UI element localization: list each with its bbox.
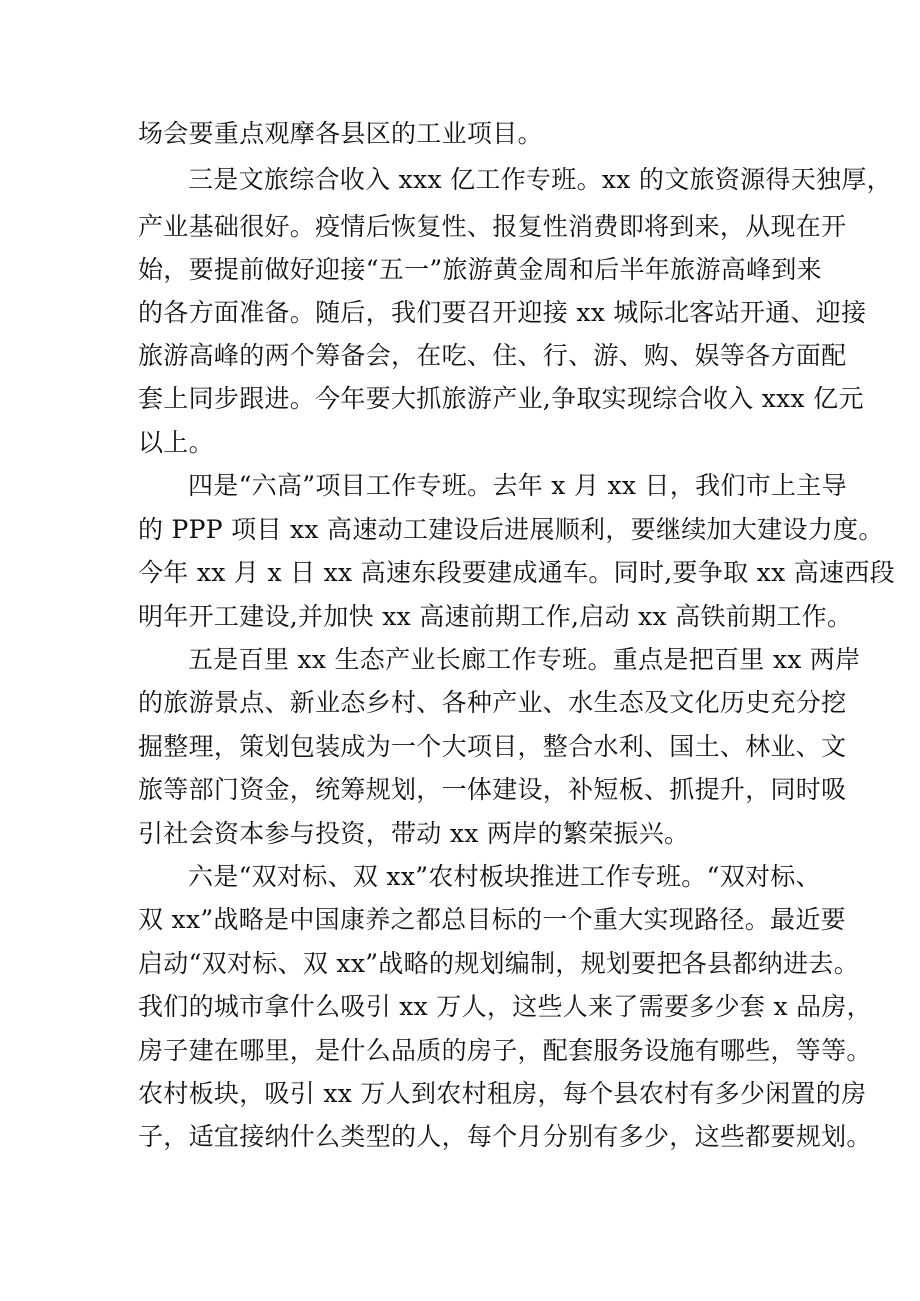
text-line-13: 五是百里 xx 生态产业长廊工作专班。重点是把百里 xx 两岸 [188, 645, 861, 674]
text-line-5: 的各方面准备。随后，我们要召开迎接 xx 城际北客站开通、迎接 [138, 298, 867, 327]
text-line-17: 引社会资本参与投资，带动 xx 两岸的繁荣振兴。 [138, 819, 690, 848]
text-line-19: 双 xx”战略是中国康养之都总目标的一个重大实现路径。最近要 [138, 905, 846, 934]
text-line-10: 的 PPP 项目 xx 高速动工建设后进展顺利，要继续加大建设力度。 [138, 515, 884, 544]
text-line-12: 明年开工建设,并加快 xx 高速前期工作,启动 xx 高铁前期工作。 [138, 602, 853, 631]
text-line-22: 房子建在哪里，是什么品质的房子，配套服务设施有哪些，等等。 [138, 1036, 872, 1065]
text-line-18: 六是“双对标、双 xx”农村板块推进工作专班。“双对标、 [188, 862, 821, 891]
text-line-15: 掘整理，策划包装成为一个大项目，整合水利、国土、林业、文 [138, 732, 847, 761]
text-line-2: 三是文旅综合收入 xxx 亿工作专班。xx 的文旅资源得天独厚， [188, 165, 892, 194]
text-line-1: 场会要重点观摩各县区的工业项目。 [138, 119, 543, 148]
text-line-4: 始，要提前做好迎接“五一”旅游黄金周和后半年旅游高峰到来 [138, 255, 822, 284]
text-line-20: 启动“双对标、双 xx”战略的规划编制，规划要把各县都纳进去。 [138, 949, 860, 978]
text-line-24: 子，适宜接纳什么类型的人，每个月分别有多少，这些都要规划。 [138, 1122, 872, 1151]
text-line-3: 产业基础很好。疫情后恢复性、报复性消费即将到来，从现在开 [138, 212, 847, 241]
text-line-16: 旅等部门资金，统筹规划，一体建设，补短板、抓提升，同时吸 [138, 775, 847, 804]
text-line-21: 我们的城市拿什么吸引 xx 万人，这些人来了需要多少套 x 品房， [138, 992, 872, 1021]
text-line-14: 的旅游景点、新业态乡村、各种产业、水生态及文化历史充分挖 [138, 688, 847, 717]
text-line-11: 今年 xx 月 x 日 xx 高速东段要建成通车。同时,要争取 xx 高速西段 [138, 558, 895, 587]
text-line-6: 旅游高峰的两个筹备会，在吃、住、行、游、购、娱等各方面配 [138, 341, 847, 370]
text-line-23: 农村板块，吸引 xx 万人到农村租房，每个县农村有多少闲置的房 [138, 1079, 867, 1108]
text-line-9: 四是“六高”项目工作专班。去年 x 月 xx 日，我们市上主导 [188, 471, 847, 500]
text-line-8: 以上。 [138, 428, 214, 457]
text-line-7: 套上同步跟进。今年要大抓旅游产业,争取实现综合收入 xxx 亿元 [138, 384, 864, 413]
